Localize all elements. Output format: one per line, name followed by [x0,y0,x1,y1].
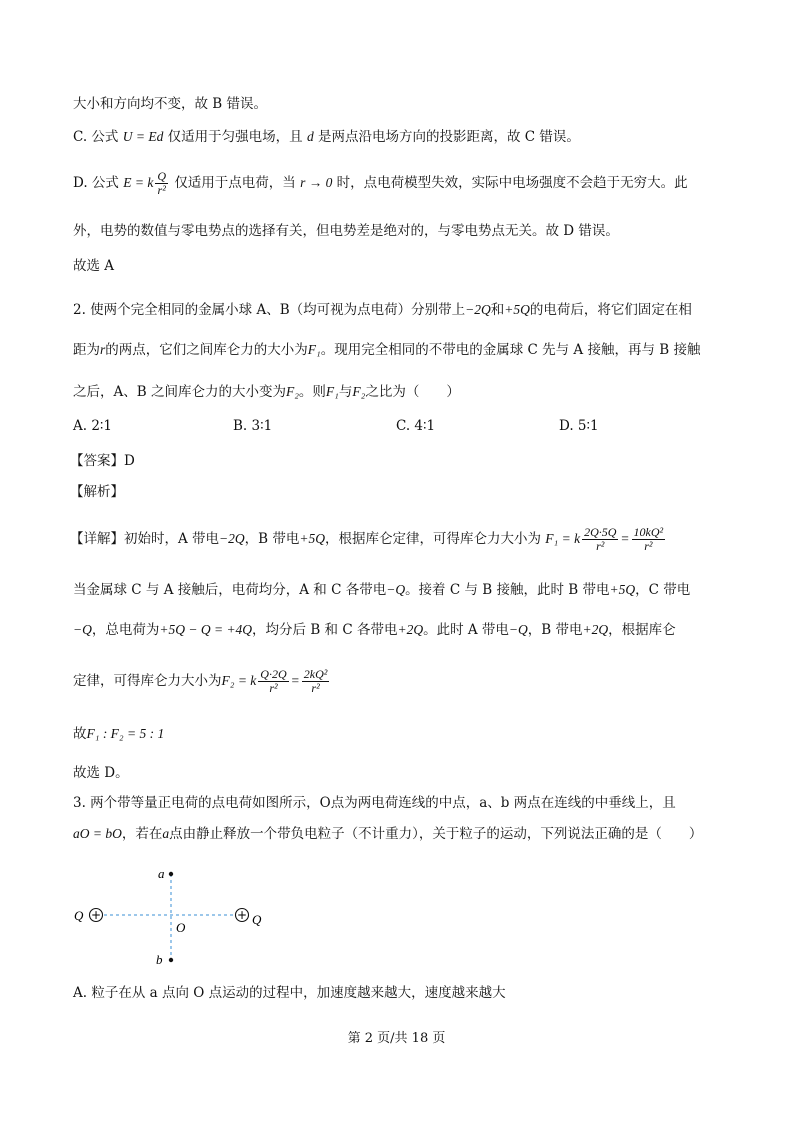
detail-line: −Q，总电荷为+5Q − Q = +4Q，均分后 B 和 C 各带电+2Q。此时 A 带电−Q，B 带电+2Q，根据库仑 [73,622,676,638]
plus-sign: + [90,908,102,922]
right-charge [236,908,249,922]
left-charge [90,908,103,922]
answer-label: 【答案】D [70,453,135,469]
text-line: 故选 A [73,258,115,274]
question-2-line: 之后，A、B 之间库仑力的大小变为F₂。则F₁与F₂之比为（ ） [73,384,460,400]
detail-line: 故F₁ : F₂ = 5 : 1 [73,726,165,742]
option-d: D. 5∶1 [559,418,599,434]
text: 仅适用于匀强电场，且 [167,129,303,145]
fraction: $\frac{Q}{\text{r²}}$ [157,169,167,197]
text: 时，点电荷模型失效，实际中电场强度不会趋于无穷大。此 [336,175,688,191]
option-c: C. 4∶1 [396,418,436,434]
text: 是两点沿电场方向的投影距离，故 C 错误。 [317,129,580,145]
plus-sign: + [236,908,248,922]
option-a: A. 2∶1 [73,418,113,434]
question-3-line: 3. 两个带等量正电荷的点电荷如图所示，O点为两电荷连线的中点，a、b 两点在连线的中垂线上，且 [73,795,676,811]
label-Q-left: Q [74,908,84,923]
text: D. 公式 [73,175,119,191]
option-b: B. 3∶1 [233,418,273,434]
point-b [169,958,173,962]
label-a: a [158,866,165,881]
formula: d [306,129,314,144]
text-line [73,127,580,147]
analysis-label: 【解析】 [70,484,124,500]
label-O: O [176,920,186,935]
label-b: b [156,952,163,967]
charge-diagram [70,860,270,970]
question-2-line: 距为r的两点，它们之间库仑力的大小为F₁。现用完全相同的不带电的金属球 C 先与 A 接触，再与 B 接触 [73,342,701,358]
text: 仅适用于点电荷，当 [174,175,296,191]
detail-line: 【详解】初始时，A 带电−2Q，B 带电+5Q，根据库仑定律，可得库仑力大小为 F₁ = k $\frac{2Q\cdot 5Q}{\text{r²}}$ = $\frac{\text{10kQ²}}{\text{r²}}$ [70,525,664,553]
text-line [73,168,688,198]
formula: U = Ed [122,129,164,144]
point-a [169,872,173,876]
label-Q-right: Q [252,912,262,927]
detail-line: 定律，可得库仑力大小为F₂ = k $\frac{Q\cdot 2Q}{\text{r²}}$ = $\frac{\text{2kQ²}}{\text{r²}}$ [73,667,328,695]
question-2-line: 2. 使两个完全相同的金属小球 A、B（均可视为点电荷）分别带上−2Q和+5Q的电荷后，将它们固定在相 [73,302,692,318]
text: C. 公式 [73,129,119,145]
question-3-option-a: A. 粒子在从 a 点向 O 点运动的过程中，加速度越来越大，速度越来越大 [73,985,506,1001]
detail-line: 故选 D。 [73,765,129,781]
formula: E = k [123,175,154,190]
formula: r → 0 [300,175,333,190]
question-2-options [73,418,693,440]
text-line: 大小和方向均不变，故 B 错误。 [73,96,268,112]
text-line: 外，电势的数值与零电势点的选择有关，但电势差是绝对的，与零电势点无关。故 D 错误。 [73,223,619,239]
detail-line: 当金属球 C 与 A 接触后，电荷均分，A 和 C 各带电−Q。接着 C 与 B 接触，此时 B 带电+5Q，C 带电 [73,582,691,598]
question-3-line: aO = bO，若在a点由静止释放一个带负电粒子（不计重力），关于粒子的运动，下列说法正确的是（ ） [73,826,703,842]
page-footer: 第 2 页/共 18 页 [347,1031,446,1046]
